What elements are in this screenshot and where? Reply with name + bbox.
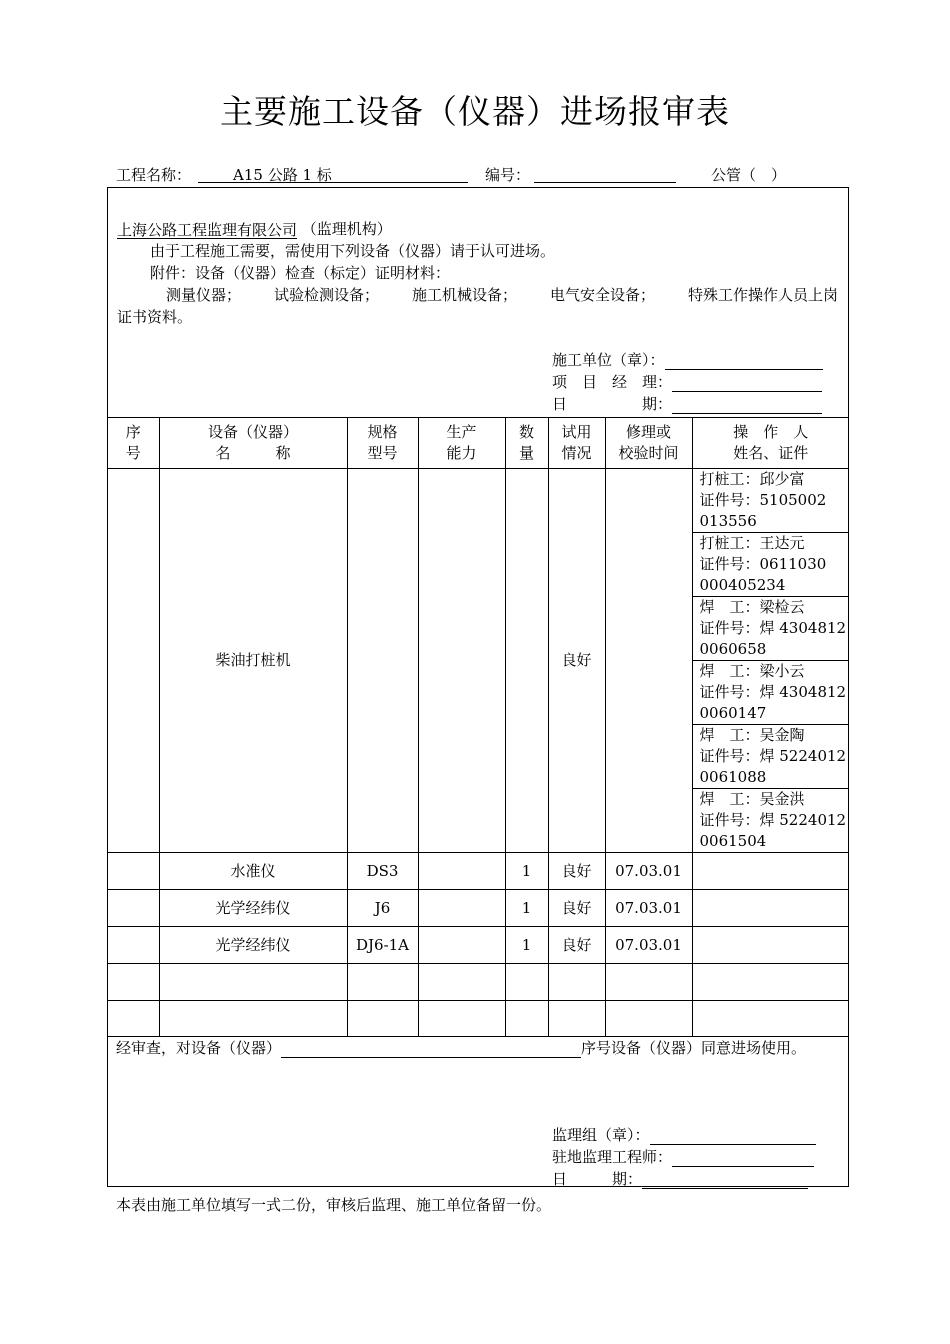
table-row bbox=[108, 469, 849, 853]
attachment-heading: 附件：设备（仪器）检查（标定）证明材料： bbox=[150, 264, 451, 282]
operator-list bbox=[693, 469, 850, 852]
cell-operators[interactable] bbox=[692, 890, 849, 927]
resident-engineer-field[interactable] bbox=[672, 1148, 814, 1167]
cell-condition[interactable]: 良好 bbox=[548, 927, 605, 964]
cell-model[interactable] bbox=[347, 469, 418, 853]
cell-inspection-date[interactable] bbox=[605, 469, 692, 853]
cell-operators bbox=[692, 469, 849, 853]
cell-quantity[interactable]: 1 bbox=[505, 890, 548, 927]
contractor-seal-row bbox=[552, 349, 823, 370]
cell-capacity[interactable] bbox=[418, 964, 505, 1001]
project-manager-row bbox=[552, 371, 822, 392]
cell-name[interactable] bbox=[159, 1001, 347, 1037]
operator-entry[interactable]: 焊 工：吴金陶 证件号：焊 5224012 0061088 bbox=[693, 725, 850, 789]
cell-seq[interactable] bbox=[108, 469, 159, 853]
review-section bbox=[108, 1035, 848, 1186]
cell-condition[interactable]: 良好 bbox=[548, 853, 605, 890]
cell-operators[interactable] bbox=[692, 927, 849, 964]
cell-inspection-date[interactable]: 07.03.01 bbox=[605, 853, 692, 890]
cell-model[interactable]: DJ6-1A bbox=[347, 927, 418, 964]
number-value bbox=[534, 164, 676, 183]
contractor-date-label: 日 期： bbox=[552, 395, 673, 413]
request-text: 由于工程施工需要，需使用下列设备（仪器）请于认可进场。 bbox=[150, 242, 556, 260]
supervision-seal-field[interactable] bbox=[650, 1126, 816, 1145]
cell-condition[interactable] bbox=[548, 1001, 605, 1037]
cell-seq[interactable] bbox=[108, 964, 159, 1001]
header-model: 规格 型号 bbox=[347, 417, 418, 469]
approved-items-field[interactable] bbox=[281, 1039, 581, 1058]
project-name-field[interactable] bbox=[198, 164, 468, 183]
cell-operators[interactable] bbox=[692, 853, 849, 890]
attachment-item: 电气安全设备； bbox=[549, 286, 655, 304]
cell-model[interactable]: DS3 bbox=[347, 853, 418, 890]
cell-operators[interactable] bbox=[692, 964, 849, 1001]
cell-model[interactable] bbox=[347, 1001, 418, 1037]
project-name-value: A15 公路 1 标 bbox=[233, 166, 332, 184]
contractor-seal-label: 施工单位（章）： bbox=[552, 351, 665, 369]
attachment-item: 施工机械设备； bbox=[411, 286, 517, 304]
project-manager-label: 项 目 经 理： bbox=[552, 373, 673, 391]
review-date-field[interactable] bbox=[642, 1170, 808, 1189]
cell-capacity[interactable] bbox=[418, 927, 505, 964]
review-prefix: 经审查，对设备（仪器） bbox=[116, 1039, 282, 1057]
cell-name[interactable]: 光学经纬仪 bbox=[159, 927, 347, 964]
attachment-continuation: 证书资料。 bbox=[117, 308, 193, 326]
footer-note: 本表由施工单位填写一式二份，审核后监理、施工单位备留一份。 bbox=[116, 1196, 552, 1214]
supervision-seal-row bbox=[552, 1124, 816, 1145]
cell-condition[interactable]: 良好 bbox=[548, 890, 605, 927]
cell-quantity[interactable] bbox=[505, 469, 548, 853]
cell-seq[interactable] bbox=[108, 1001, 159, 1037]
table-row-empty bbox=[108, 1001, 849, 1037]
cell-condition[interactable]: 良好 bbox=[548, 469, 605, 853]
table-header-row bbox=[108, 417, 849, 469]
contractor-date-field[interactable] bbox=[672, 395, 822, 414]
cell-operators[interactable] bbox=[692, 1001, 849, 1037]
cell-capacity[interactable] bbox=[418, 1001, 505, 1037]
review-statement bbox=[116, 1037, 806, 1058]
operator-entry[interactable]: 焊 工：梁检云 证件号：焊 4304812 0060658 bbox=[693, 597, 850, 661]
attachment-list bbox=[166, 284, 838, 305]
form-sheet bbox=[107, 187, 849, 1187]
cell-model[interactable] bbox=[347, 964, 418, 1001]
project-name-label: 工程名称： bbox=[116, 166, 192, 184]
table-row-empty bbox=[108, 964, 849, 1001]
header-seq: 序 号 bbox=[108, 417, 159, 469]
cell-quantity[interactable] bbox=[505, 1001, 548, 1037]
operator-entry[interactable]: 焊 工：吴金洪 证件号：焊 5224012 0061504 bbox=[699, 790, 847, 850]
cell-inspection-date[interactable]: 07.03.01 bbox=[605, 890, 692, 927]
operator-entry[interactable]: 打桩工：邱少富 证件号：5105002 013556 bbox=[693, 469, 850, 533]
header-inspection-date: 修理或 校验时间 bbox=[605, 417, 692, 469]
supervision-seal-label: 监理组（章）： bbox=[552, 1126, 650, 1144]
attachment-item: 试验检测设备； bbox=[273, 286, 379, 304]
review-date-row bbox=[552, 1168, 808, 1189]
header-name: 设备（仪器） 名 称 bbox=[159, 417, 347, 469]
table-row bbox=[108, 927, 849, 964]
cell-seq[interactable] bbox=[108, 853, 159, 890]
cell-name[interactable]: 水准仪 bbox=[159, 853, 347, 890]
contractor-date-row bbox=[552, 393, 822, 414]
table-row bbox=[108, 890, 849, 927]
cell-name[interactable]: 柴油打桩机 bbox=[159, 469, 347, 853]
application-section bbox=[108, 188, 848, 418]
cell-name[interactable] bbox=[159, 964, 347, 1001]
review-date-label: 日 期： bbox=[552, 1170, 643, 1188]
supervisor-name[interactable]: 上海公路工程监理有限公司 bbox=[117, 221, 298, 239]
operator-entry[interactable]: 焊 工：梁小云 证件号：焊 4304812 0060147 bbox=[693, 661, 850, 725]
cell-inspection-date[interactable] bbox=[605, 1001, 692, 1037]
resident-engineer-label: 驻地监理工程师： bbox=[552, 1148, 673, 1166]
attachment-item: 特殊工作操作人员上岗 bbox=[687, 286, 838, 304]
review-suffix: 序号设备（仪器）同意进场使用。 bbox=[581, 1039, 807, 1057]
cell-quantity[interactable]: 1 bbox=[505, 927, 548, 964]
cell-seq[interactable] bbox=[108, 890, 159, 927]
gongguan-label: 公管（ ） bbox=[711, 166, 787, 184]
project-manager-field[interactable] bbox=[672, 373, 822, 392]
header-operator: 操 作 人 姓名、证件 bbox=[692, 417, 849, 469]
number-label: 编号： bbox=[485, 166, 531, 184]
form-meta bbox=[116, 164, 856, 186]
attachment-item: 测量仪器； bbox=[166, 286, 242, 304]
operator-entry[interactable]: 打桩工：王达元 证件号：0611030 000405234 bbox=[693, 533, 850, 597]
cell-inspection-date[interactable]: 07.03.01 bbox=[605, 927, 692, 964]
page-title: 主要施工设备（仪器）进场报审表 bbox=[220, 92, 730, 131]
cell-model[interactable]: J6 bbox=[347, 890, 418, 927]
cell-seq[interactable] bbox=[108, 927, 159, 964]
table-row bbox=[108, 853, 849, 890]
header-quantity: 数 量 bbox=[505, 417, 548, 469]
supervisor-suffix: （监理机构） bbox=[301, 220, 392, 238]
resident-engineer-row bbox=[552, 1146, 814, 1167]
cell-name[interactable]: 光学经纬仪 bbox=[159, 890, 347, 927]
cell-condition[interactable] bbox=[548, 964, 605, 1001]
header-capacity: 生产 能力 bbox=[418, 417, 505, 469]
addressee-line bbox=[117, 218, 392, 239]
cell-capacity[interactable] bbox=[418, 469, 505, 853]
equipment-table bbox=[108, 417, 849, 1037]
contractor-seal-field[interactable] bbox=[665, 351, 823, 370]
header-condition: 试用 情况 bbox=[548, 417, 605, 469]
cell-quantity[interactable]: 1 bbox=[505, 853, 548, 890]
cell-quantity[interactable] bbox=[505, 964, 548, 1001]
cell-inspection-date[interactable] bbox=[605, 964, 692, 1001]
cell-capacity[interactable] bbox=[418, 853, 505, 890]
cell-capacity[interactable] bbox=[418, 890, 505, 927]
